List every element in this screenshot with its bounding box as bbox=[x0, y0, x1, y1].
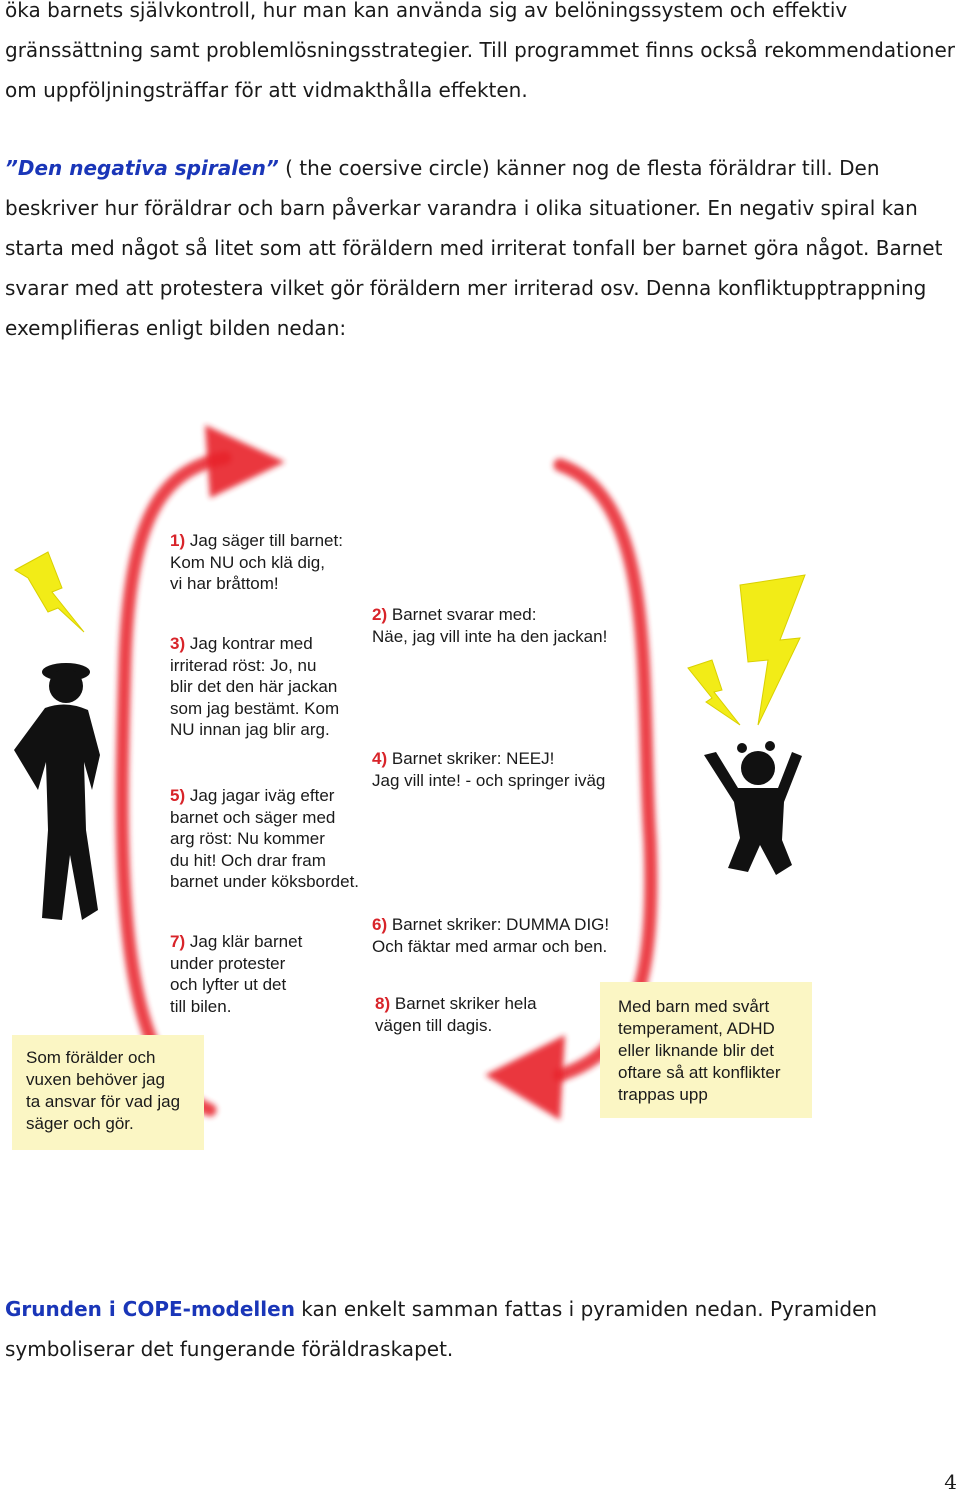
step-text: till bilen. bbox=[170, 996, 232, 1016]
text-line: beskriver hur föräldrar och barn påverkar varandra i olika situationer. En negativ spiral kan bbox=[5, 196, 918, 220]
step-text: NU innan jag blir arg. bbox=[170, 720, 330, 739]
text-line bbox=[5, 1289, 955, 1329]
arrow-head-top-icon bbox=[205, 425, 285, 498]
lightning-icon bbox=[740, 575, 805, 725]
step-text: blir det den här jackan bbox=[170, 677, 338, 696]
note-line: säger och gör. bbox=[26, 1114, 134, 1133]
intro-paragraph bbox=[5, 0, 955, 110]
step-text: Jag jagar iväg efter bbox=[189, 786, 335, 805]
step-number: 1) bbox=[170, 531, 186, 550]
arrow-head-bottom-icon bbox=[485, 1035, 565, 1120]
text-fragment: ( the coersive circle) känner nog de flesta föräldrar till. Den bbox=[278, 156, 880, 180]
step-text: Barnet skriker hela bbox=[394, 994, 537, 1013]
step-text: Och fäktar med armar och ben. bbox=[372, 936, 608, 956]
step-text: Jag vill inte! - och springer iväg bbox=[372, 770, 606, 790]
step-6 bbox=[372, 914, 609, 957]
step-5 bbox=[170, 785, 359, 893]
step-text: som jag bestämt. Kom bbox=[170, 698, 340, 718]
note-line: eller liknande blir det bbox=[618, 1041, 774, 1060]
step-text: Kom NU och klä dig, bbox=[170, 552, 325, 572]
step-text: Jag klär barnet bbox=[189, 932, 303, 951]
step-2 bbox=[372, 604, 607, 647]
text-line: gränssättning samt problemlösningsstrategier. Till programmet finns också rekommendationer bbox=[5, 38, 955, 62]
note-line: oftare så att konflikter bbox=[618, 1063, 781, 1082]
parent-note bbox=[12, 1035, 204, 1150]
step-text: vägen till dagis. bbox=[375, 1015, 493, 1035]
step-text: under protester bbox=[170, 953, 286, 973]
text-line: om uppföljningsträffar för att vidmakthålla effekten. bbox=[5, 78, 528, 102]
text-fragment: kan enkelt samman fattas i pyramiden nedan. Pyramiden bbox=[294, 1297, 878, 1321]
step-7 bbox=[170, 931, 302, 1017]
step-text: du hit! Och drar fram bbox=[170, 850, 326, 870]
note-line: ta ansvar för vad jag bbox=[26, 1092, 181, 1111]
step-number: 8) bbox=[375, 994, 391, 1013]
step-text: arg röst: Nu kommer bbox=[170, 829, 325, 848]
step-3 bbox=[170, 633, 339, 741]
cope-term: Grunden i COPE-modellen bbox=[5, 1297, 295, 1321]
text-line: starta med något så litet som att föräldern med irriterat tonfall ber barnet göra något. Barnet bbox=[5, 236, 943, 260]
text-line: öka barnets självkontroll, hur man kan använda sig av belöningssystem och effektiv bbox=[5, 0, 848, 22]
child-note bbox=[600, 982, 812, 1118]
step-text: Jag kontrar med bbox=[189, 634, 313, 653]
note-line: Med barn med svårt bbox=[618, 997, 770, 1016]
step-number: 4) bbox=[372, 749, 388, 768]
lightning-icon bbox=[15, 552, 84, 632]
negative-spiral-diagram bbox=[0, 410, 960, 1170]
step-4 bbox=[372, 748, 605, 791]
note-line: Som förälder och bbox=[26, 1048, 156, 1067]
step-text: och lyfter ut det bbox=[170, 975, 287, 994]
step-text: Barnet skriker: DUMMA DIG! bbox=[391, 915, 610, 934]
step-number: 6) bbox=[372, 915, 388, 934]
note-line: trappas upp bbox=[618, 1085, 708, 1104]
step-text: Näe, jag vill inte ha den jackan! bbox=[372, 626, 608, 646]
step-text: barnet och säger med bbox=[170, 807, 336, 827]
cope-paragraph bbox=[5, 1289, 955, 1369]
step-text: vi har bråttom! bbox=[170, 574, 279, 593]
adult-silhouette-icon bbox=[14, 663, 100, 920]
step-text: barnet under köksbordet. bbox=[170, 872, 360, 891]
text-line: svarar med att protestera vilket gör föräldern mer irriterad osv. Denna konfliktupptrappning bbox=[5, 276, 927, 300]
child-silhouette-icon bbox=[704, 741, 802, 875]
step-text: Barnet skriker: NEEJ! bbox=[391, 749, 555, 768]
step-text: irriterad röst: Jo, nu bbox=[170, 655, 317, 675]
text-line bbox=[5, 148, 955, 188]
lightning-icon bbox=[688, 660, 740, 725]
step-number: 2) bbox=[372, 605, 388, 624]
note-line: temperament, ADHD bbox=[618, 1019, 775, 1038]
text-line: exemplifieras enligt bilden nedan: bbox=[5, 316, 347, 340]
spiral-term: ”Den negativa spiralen” bbox=[5, 156, 279, 180]
page-number: 4 bbox=[944, 1470, 957, 1494]
text-line: symboliserar det fungerande föräldraskapet. bbox=[5, 1337, 454, 1361]
step-number: 7) bbox=[170, 932, 186, 951]
note-line: vuxen behöver jag bbox=[26, 1070, 165, 1089]
spiral-paragraph bbox=[5, 148, 955, 348]
step-1 bbox=[170, 530, 343, 595]
step-number: 5) bbox=[170, 786, 186, 805]
step-8 bbox=[375, 993, 537, 1036]
step-text: Jag säger till barnet: bbox=[189, 531, 343, 550]
step-number: 3) bbox=[170, 634, 186, 653]
step-text: Barnet svarar med: bbox=[391, 605, 537, 624]
